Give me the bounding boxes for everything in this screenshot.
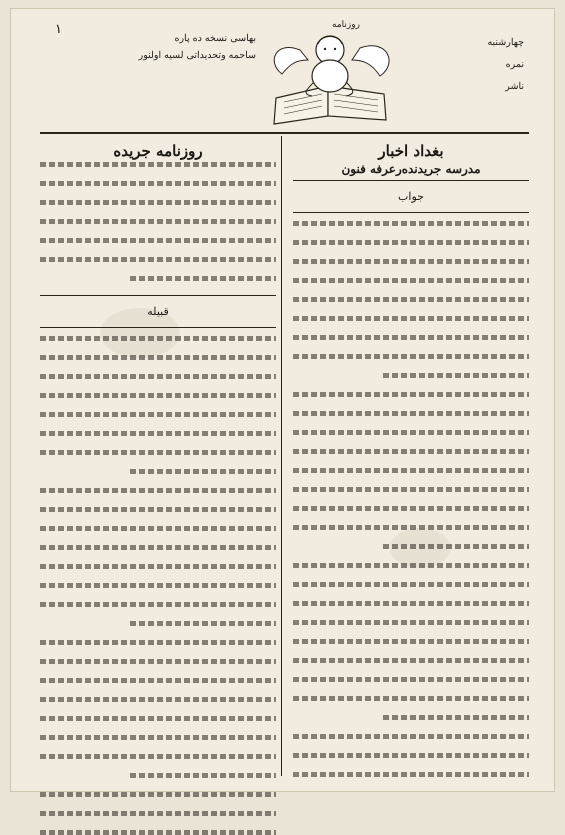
body-text-line	[40, 564, 276, 569]
body-text-line	[293, 734, 529, 739]
body-text-line	[40, 355, 276, 360]
left-column	[40, 136, 276, 776]
emblem-caption: روزنامه	[332, 20, 360, 30]
masthead-right-line: ناشر	[505, 81, 524, 92]
body-text-line	[40, 754, 276, 759]
body-text-line	[40, 811, 276, 816]
body-text-line	[40, 545, 276, 550]
body-text-line	[130, 773, 276, 778]
body-text-line	[293, 316, 529, 321]
right-column-section-title: جواب	[398, 190, 424, 203]
masthead-right-block	[374, 32, 524, 98]
body-text-line	[293, 335, 529, 340]
page-number: ١	[55, 22, 62, 37]
body-text-line	[40, 830, 276, 835]
body-text-line	[293, 487, 529, 492]
body-text-line	[293, 753, 529, 758]
body-text-line	[293, 696, 529, 701]
body-text-line	[293, 259, 529, 264]
body-text-line	[40, 450, 276, 455]
left-column-heading: روزنامه جریده	[113, 142, 203, 160]
body-text-line	[293, 278, 529, 283]
body-text-line	[40, 238, 276, 243]
body-text-line	[293, 620, 529, 625]
body-text-line	[293, 506, 529, 511]
masthead-left-line: ساحمه وتحدیداتی لسیه اولنور	[138, 50, 256, 61]
masthead-right-line: چهارشنبه	[487, 37, 524, 48]
column-divider	[281, 136, 282, 776]
body-text-line	[293, 392, 529, 397]
body-text-line	[293, 354, 529, 359]
masthead-right-line: نمره	[505, 59, 524, 70]
body-text-line	[383, 373, 529, 378]
left-column-section-title: قبیله	[147, 305, 169, 318]
body-text-line	[40, 659, 276, 664]
right-column-subheading: مدرسه جریدنده‌رعرفه فنون	[341, 162, 481, 176]
body-text-line	[40, 526, 276, 531]
body-text-line	[293, 411, 529, 416]
body-text-line	[293, 297, 529, 302]
body-text-line	[130, 276, 276, 281]
body-text-line	[40, 507, 276, 512]
body-text-line	[40, 697, 276, 702]
body-text-line	[40, 393, 276, 398]
body-text-line	[293, 468, 529, 473]
body-text-line	[40, 374, 276, 379]
body-text-line	[40, 716, 276, 721]
body-text-line	[40, 181, 276, 186]
body-text-line	[40, 792, 276, 797]
body-text-line	[40, 602, 276, 607]
right-column-heading: بغداد اخبار	[378, 142, 444, 160]
body-text-line	[40, 257, 276, 262]
body-text-line	[40, 735, 276, 740]
body-text-line	[40, 640, 276, 645]
body-text-line	[293, 601, 529, 606]
body-text-line	[293, 430, 529, 435]
body-text-line	[130, 469, 276, 474]
body-text-line	[293, 221, 529, 226]
article-columns	[40, 136, 529, 776]
masthead-left-line: بهاسی نسخه ده پاره	[174, 33, 256, 44]
body-text-line	[40, 431, 276, 436]
body-text-line	[293, 240, 529, 245]
masthead-left-block	[66, 30, 256, 64]
right-column-body	[293, 221, 529, 777]
header-rule	[40, 132, 529, 134]
body-text-line	[293, 772, 529, 777]
body-text-line	[293, 449, 529, 454]
body-text-line	[40, 583, 276, 588]
newspaper-page	[10, 8, 555, 792]
body-text-line	[40, 219, 276, 224]
body-text-line	[293, 639, 529, 644]
body-text-line	[293, 658, 529, 663]
right-column	[293, 136, 529, 776]
body-text-line	[40, 488, 276, 493]
body-text-line	[130, 621, 276, 626]
body-text-line	[40, 162, 276, 167]
body-text-line	[293, 677, 529, 682]
body-text-line	[40, 412, 276, 417]
body-text-line	[40, 678, 276, 683]
body-text-line	[40, 200, 276, 205]
masthead	[30, 16, 550, 134]
left-column-body-top	[40, 162, 276, 281]
left-column-body-bottom	[40, 336, 276, 835]
body-text-line	[293, 582, 529, 587]
body-text-line	[383, 715, 529, 720]
